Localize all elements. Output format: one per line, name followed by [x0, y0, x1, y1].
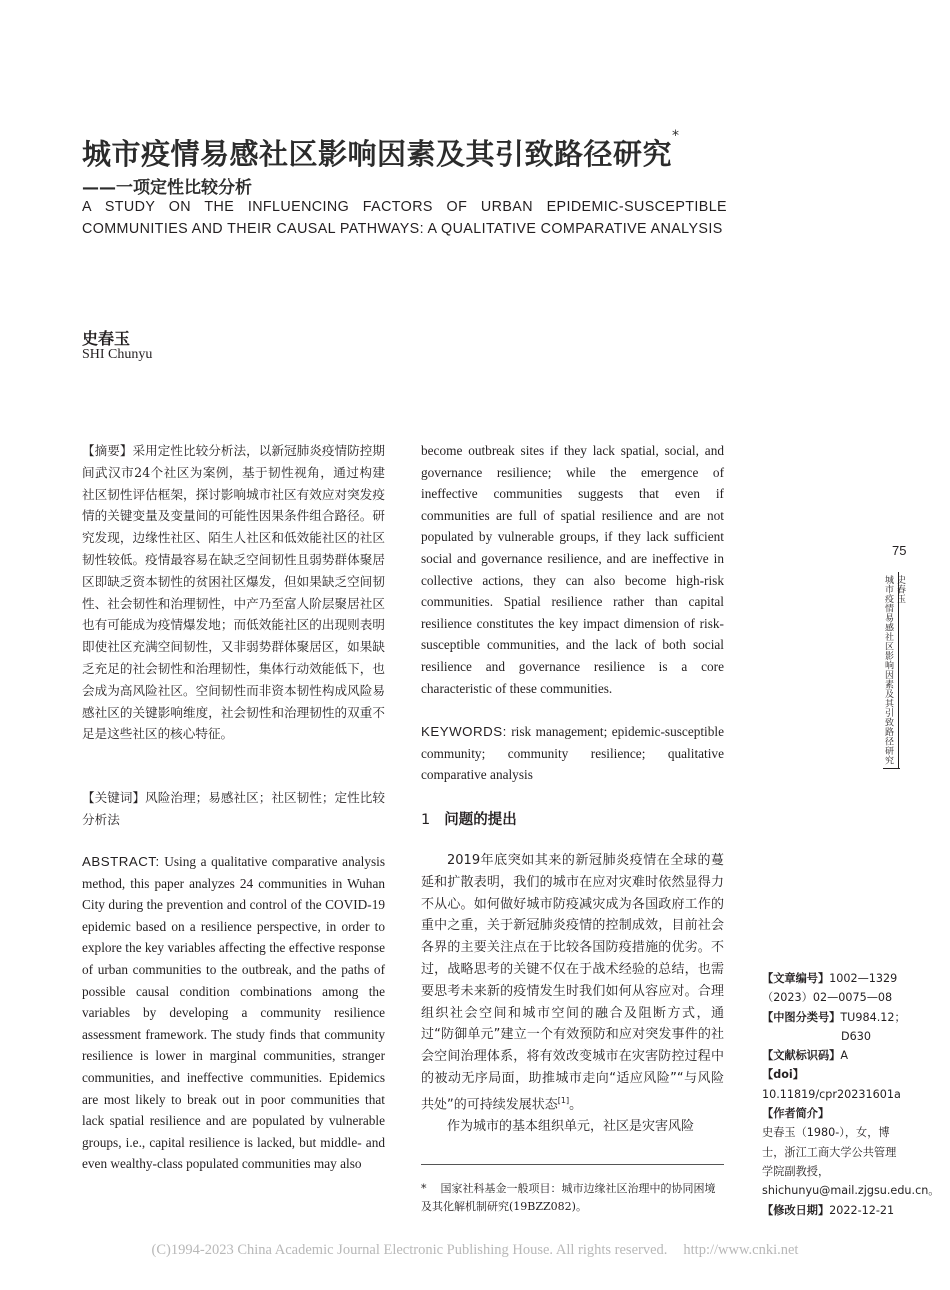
- running-head-rule-end: [883, 768, 900, 769]
- meta-author-info: 史春玉（1980-），女，博士，浙江工商大学公共管理学院副教授，shichunyu@mail.zjgsu.edu.cn。: [762, 1126, 940, 1198]
- article-title-en: A STUDY ON THE INFLUENCING FACTORS OF URBAN EPIDEMIC-SUSCEPTIBLE COMMUNITIES AND THEIR CAUSAL PATHWAYS: A QUALITATIVE COMPARATIVE ANALYSIS: [82, 199, 727, 237]
- keywords-en-label: KEYWORDS:: [421, 724, 507, 739]
- meta-revised: [762, 1201, 907, 1220]
- meta-doc-code: [762, 1046, 907, 1065]
- meta-article-number: [762, 969, 907, 1008]
- meta-article-number-value: 1002—1329（2023）02—0075—08: [762, 972, 898, 1005]
- body-paragraph-1: [421, 850, 724, 1116]
- meta-clc-label: 【中图分类号】: [762, 1010, 841, 1024]
- meta-doi: [762, 1065, 907, 1104]
- section-number: 1: [421, 812, 431, 828]
- running-head: [883, 575, 906, 765]
- abstract-cn: [82, 440, 385, 745]
- copyright-text: (C)1994-2023 China Academic Journal Electronic Publishing House. All rights reserved.: [151, 1242, 668, 1258]
- meta-clc: [762, 1008, 907, 1027]
- title-footnote-mark: *: [672, 128, 680, 144]
- section-heading: [421, 808, 517, 829]
- copyright-url: http://www.cnki.net: [683, 1242, 799, 1258]
- abstract-en-text-part1: Using a qualitative comparative analysis method, this paper analyzes 24 communities in Wuhan City during the prevention and control of the COVID-19 epidemic based on a resilience perspective, in order to explore the key variables affecting the effective response of urban communities to the outbreak, and the paths of possible causal condition combinations among the variables by developing a community resilience assessment framework. The study finds that community resilience is lower in marginal communities, stranger communities, and ineffective communities. Epidemics are most likely to break out in poor communities that lack spatial resilience and are populated by vulnerable groups, i.e., capital resilience is lacked, but middle- and even wealthy-class populated communities may also: [82, 854, 386, 1172]
- meta-doc-code-label: 【文献标识码】: [762, 1049, 841, 1063]
- article-title-cn: [82, 128, 680, 173]
- copyright-footer: [0, 1242, 950, 1259]
- author-name-cn: 史春玉: [82, 329, 131, 348]
- abstract-cn-label: 【摘要】: [82, 443, 133, 458]
- keywords-en-text: risk management; epidemic-susceptible community; community resilience; qualitative comparative analysis: [421, 724, 724, 783]
- meta-author-info-label: [762, 1104, 907, 1123]
- abstract-cn-text: 采用定性比较分析法，以新冠肺炎疫情防控期间武汉市24个社区为案例，基于韧性视角，通过构建社区韧性评估框架，探讨影响城市社区有效应对突发疫情的关键变量及变量间的可能性因果条件组合路径。研究发现，边缘性社区、陌生人社区和低效能社区的社区韧性较低。疫情最容易在缺乏空间韧性且弱势群体聚居区即缺乏资本韧性的贫困社区爆发，但如果缺乏空间韧性、社会韧性和治理韧性，中产乃至富人阶层聚居社区也有可能成为疫情爆发地；而低效能社区的出现则表明即使社区充满空间韧性，又非弱势群体聚居区，如果缺乏充足的社会韧性和治理韧性，集体行动效能低下，也会成为高风险社区。空间韧性而非资本韧性构成风险易感社区的关键影响维度，社会韧性和治理韧性的双重不足是这些社区的核心特征。: [82, 443, 386, 742]
- article-subtitle-cn: ——一项定性比较分析: [82, 178, 252, 198]
- abstract-en: [82, 851, 385, 1175]
- page-number: 75: [892, 543, 907, 558]
- footnote-mark: *: [421, 1182, 427, 1195]
- meta-author-info-label-text: 【作者简介】: [762, 1107, 830, 1121]
- article-metadata: [762, 969, 940, 1220]
- abstract-en-continued: become outbreak sites if they lack spatial, social, and governance resilience; while the emergence of ineffective communities suggests that even if communities are full of spatial resilience and are not populated by vulnerable groups, if they lack sufficient social and governance resilience, and are ineffective in collective actions, they can also become high-risk communities. Spatial resilience rather than capital resilience constitutes the key impact dimension of risk-susceptible communities, and the lack of both social resilience and governance resilience is a core characteristic of these communities.: [421, 443, 724, 696]
- body-paragraph-1-text: 2019年底突如其来的新冠肺炎疫情在全球的蔓延和扩散表明，我们的城市在应对灾难时依然显得力不从心。如何做好城市防疫减灾成为各国政府工作的重中之重，关于新冠肺炎疫情的控制成效，目前社会各界的主要关注点在于比较各国防疫措施的优劣。不过，战略思考的关键不仅在于战术经验的总结，也需要思考未来新的疫情发生时我们如何从容应对。合理组织社会空间和城市空间的融合及阻断方式，通过“防御单元”建立一个有效预防和应对突发事件的社会空间治理体系，将有效改变城市在灾害防控过程中的被动无序局面，助推城市走向“适应风险”“与风险共处”的可持续发展状态: [421, 853, 724, 1113]
- body-text: [421, 850, 724, 1138]
- body-paragraph-2: 作为城市的基本组织单元，社区是灾害风险: [447, 1118, 695, 1134]
- abstract-en-label: ABSTRACT:: [82, 854, 160, 869]
- footnote-text: 国家社科基金一般项目：城市边缘社区治理中的协同困境及其化解机制研究(19BZZ082)。: [421, 1182, 716, 1213]
- meta-clc-2: D630: [841, 1029, 871, 1043]
- meta-clc-value: TU984.12；: [840, 1010, 906, 1024]
- section-title: 问题的提出: [444, 812, 517, 828]
- footnote-divider: [421, 1164, 724, 1165]
- running-head-title: 城市疫情易感社区影响因素及其引致路径研究: [883, 575, 893, 765]
- author-name-en: SHI Chunyu: [82, 347, 153, 362]
- keywords-cn-label: 【关键词】: [82, 790, 146, 805]
- keywords-cn: [82, 787, 385, 831]
- meta-revised-value: 2022-12-21: [829, 1203, 895, 1217]
- running-head-author: 史春玉: [895, 575, 905, 604]
- keywords-cn-text: 风险治理；易感社区；社区韧性；定性比较分析法: [82, 790, 386, 827]
- meta-doc-code-value: A: [840, 1049, 848, 1063]
- footnote: [421, 1180, 724, 1216]
- citation-ref: [1]: [557, 1095, 570, 1105]
- meta-article-number-label: 【文章编号】: [762, 972, 830, 985]
- meta-doi-label: 【doi】: [762, 1068, 804, 1082]
- meta-revised-label: 【修改日期】: [762, 1203, 830, 1217]
- body-paragraph-1-end: 。: [569, 1097, 583, 1113]
- keywords-en: [421, 721, 724, 786]
- title-text: 城市疫情易感社区影响因素及其引致路径研究: [82, 137, 673, 171]
- meta-doi-value: 10.11819/cpr20231601a: [762, 1087, 901, 1101]
